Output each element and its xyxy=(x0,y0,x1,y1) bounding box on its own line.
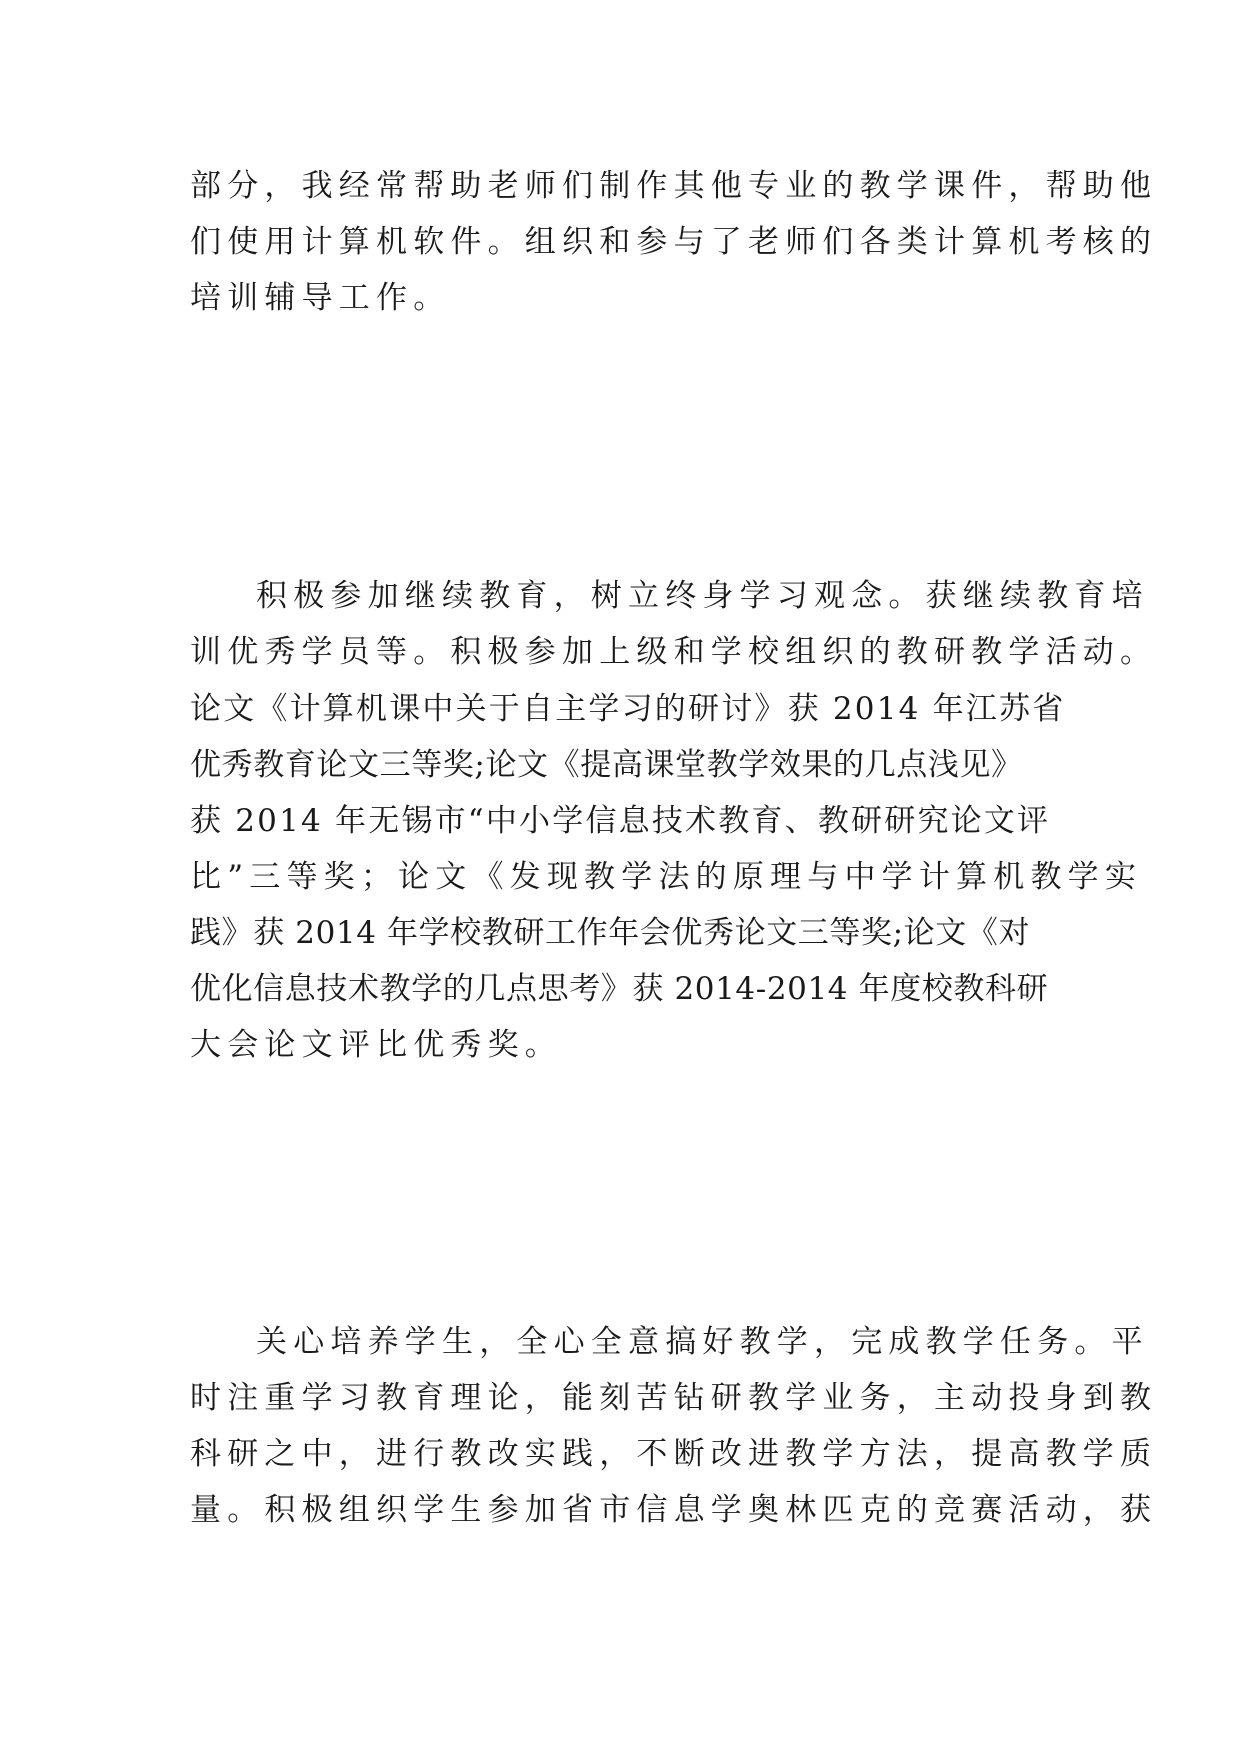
paragraph-2-line-2: 训优秀学员等。积极参加上级和学校组织的教研教学活动。 xyxy=(190,634,1158,670)
paragraph-1-line-2: 们使用计算机软件。组织和参与了老师们各类计算机考核的 xyxy=(190,224,1158,260)
paragraph-3-line-3: 科研之中，进行教改实践，不断改进教学方法，提高教学质 xyxy=(190,1436,1158,1472)
paragraph-1-line-3: 培训辅导工作。 xyxy=(190,280,451,316)
paragraph-3-line-1: 关心培养学生，全心全意搞好教学，完成教学任务。平 xyxy=(256,1324,1149,1360)
paragraph-2-line-8: 优化信息技术教学的几点思考》获 2014-2014 年度校教科研 xyxy=(190,971,1049,1007)
paragraph-2-line-4: 优秀教育论文三等奖;论文《提高课堂教学效果的几点浅见》 xyxy=(190,747,1023,783)
paragraph-3-line-4: 量。积极组织学生参加省市信息学奥林匹克的竞赛活动，获 xyxy=(190,1492,1158,1528)
paragraph-3-line-2: 时注重学习教育理论，能刻苦钻研教学业务，主动投身到教 xyxy=(190,1380,1158,1416)
paragraph-2-line-6: 比”三等奖；论文《发现教学法的原理与中学计算机教学实 xyxy=(190,859,1143,895)
paragraph-2-line-1: 积极参加继续教育，树立终身学习观念。获继续教育培 xyxy=(256,578,1149,614)
paragraph-2-line-3: 论文《计算机课中关于自主学习的研讨》获 2014 年江苏省 xyxy=(190,691,1066,727)
paragraph-2-line-7: 践》获 2014 年学校教研工作年会优秀论文三等奖;论文《对 xyxy=(190,915,1031,951)
paragraph-2-line-5: 获 2014 年无锡市“中小学信息技术教育、教研研究论文评 xyxy=(190,803,1051,839)
paragraph-2-line-9: 大会论文评比优秀奖。 xyxy=(190,1027,562,1063)
paragraph-1-line-1: 部分，我经常帮助老师们制作其他专业的教学课件，帮助他 xyxy=(190,168,1158,204)
